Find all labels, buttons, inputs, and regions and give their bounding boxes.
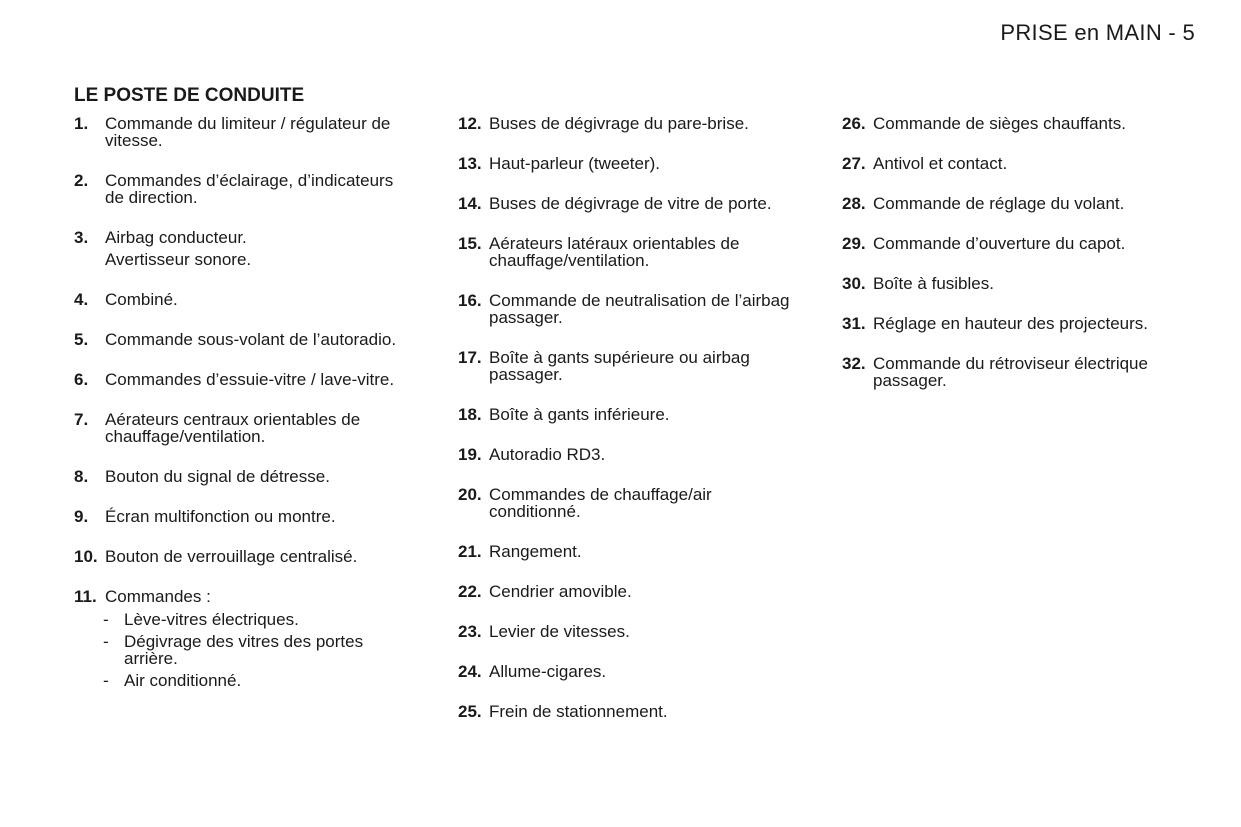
sub-list: [103, 611, 414, 689]
list-item-23: [458, 623, 798, 640]
item-text: Frein de stationnement.: [489, 702, 668, 721]
item-number: 25.: [458, 702, 482, 721]
item-text: Allume-cigares.: [489, 662, 607, 681]
page-header-title: PRISE en MAIN - 5: [1000, 20, 1195, 45]
item-text-group: [105, 588, 414, 694]
dash-bullet: -: [103, 671, 109, 690]
item-number: 7.: [74, 410, 89, 429]
item-text: Airbag conducteur.: [105, 228, 247, 247]
list-item-17: [458, 349, 798, 383]
item-number: 5.: [74, 330, 89, 349]
list-item-13: [458, 155, 798, 172]
item-text: Commande du limiteur / régulateur de vitesse.: [105, 114, 391, 150]
list-item-22: [458, 583, 798, 600]
item-text: Combiné.: [105, 290, 178, 309]
list-item-25: [458, 703, 798, 720]
list-item-6: [74, 371, 414, 388]
list-item-5: [74, 331, 414, 348]
item-number: 14.: [458, 194, 482, 213]
item-number: 13.: [458, 154, 482, 173]
item-text: Buses de dégivrage de vitre de porte.: [489, 194, 772, 213]
item-text: Haut-parleur (tweeter).: [489, 154, 661, 173]
column-3: [842, 115, 1182, 412]
item-number: 6.: [74, 370, 89, 389]
item-number: 2.: [74, 171, 89, 190]
list-item-10: [74, 548, 414, 565]
item-text: Antivol et contact.: [873, 154, 1008, 173]
item-number: 32.: [842, 354, 866, 373]
list-item-9: [74, 508, 414, 525]
sub-list-item: [103, 633, 414, 667]
list-item-18: [458, 406, 798, 423]
column-2: [458, 115, 798, 743]
item-text: Rangement.: [489, 542, 582, 561]
list-item-15: [458, 235, 798, 269]
list-item-16: [458, 292, 798, 326]
list-item-1: [74, 115, 414, 149]
item-number: 21.: [458, 542, 482, 561]
item-text: Commandes :: [105, 587, 211, 606]
item-text: Bouton de verrouillage centralisé.: [105, 547, 358, 566]
item-text: Commande de réglage du volant.: [873, 194, 1125, 213]
item-text: Aérateurs latéraux orientables de chauffage/ventilation.: [489, 234, 740, 270]
dash-bullet: -: [103, 632, 109, 651]
item-number: 27.: [842, 154, 866, 173]
item-number: 18.: [458, 405, 482, 424]
item-number: 23.: [458, 622, 482, 641]
list-item-29: [842, 235, 1182, 252]
list-item-7: [74, 411, 414, 445]
sub-item-text: Lève-vitres électriques.: [124, 610, 299, 629]
item-text: Cendrier amovible.: [489, 582, 632, 601]
item-number: 17.: [458, 348, 482, 367]
item-number: 19.: [458, 445, 482, 464]
item-text: Bouton du signal de détresse.: [105, 467, 330, 486]
column-1: [74, 115, 414, 717]
item-text: Commande d’ouverture du capot.: [873, 234, 1126, 253]
item-text: Buses de dégivrage du pare-brise.: [489, 114, 749, 133]
list-item-14: [458, 195, 798, 212]
section-title: LE POSTE DE CONDUITE: [74, 85, 305, 106]
item-text: Commande de sièges chauffants.: [873, 114, 1126, 133]
item-text: Boîte à fusibles.: [873, 274, 994, 293]
item-number: 16.: [458, 291, 482, 310]
item-text-extra: Avertisseur sonore.: [105, 250, 252, 269]
item-text: Commande du rétroviseur électrique passager.: [873, 354, 1148, 390]
list-item-31: [842, 315, 1182, 332]
item-number: 8.: [74, 467, 89, 486]
item-text: Boîte à gants inférieure.: [489, 405, 670, 424]
list-item-28: [842, 195, 1182, 212]
item-number: 4.: [74, 290, 89, 309]
item-number: 11.: [74, 587, 97, 606]
item-text: Commandes d’essuie-vitre / lave-vitre.: [105, 370, 395, 389]
item-number: 12.: [458, 114, 482, 133]
list-item-27: [842, 155, 1182, 172]
item-number: 15.: [458, 234, 482, 253]
list-item-32: [842, 355, 1182, 389]
item-number: 29.: [842, 234, 866, 253]
item-text: Commandes de chauffage/air conditionné.: [489, 485, 712, 521]
item-number: 31.: [842, 314, 866, 333]
list-item-4: [74, 291, 414, 308]
list-item-3: [74, 229, 414, 268]
list-item-21: [458, 543, 798, 560]
item-number: 3.: [74, 228, 89, 247]
item-text: Commande sous-volant de l’autoradio.: [105, 330, 397, 349]
list-item-20: [458, 486, 798, 520]
item-number: 10.: [74, 547, 98, 566]
item-number: 9.: [74, 507, 89, 526]
item-number: 1.: [74, 114, 89, 133]
list-item-24: [458, 663, 798, 680]
item-text: Réglage en hauteur des projecteurs.: [873, 314, 1149, 333]
dash-bullet: -: [103, 610, 109, 629]
sub-list-item: [103, 672, 414, 689]
list-item-30: [842, 275, 1182, 292]
item-number: 26.: [842, 114, 866, 133]
item-number: 20.: [458, 485, 482, 504]
list-item-19: [458, 446, 798, 463]
item-number: 22.: [458, 582, 482, 601]
item-text: Aérateurs centraux orientables de chauffage/ventilation.: [105, 410, 361, 446]
item-text: Boîte à gants supérieure ou airbag passager.: [489, 348, 750, 384]
item-text: Levier de vitesses.: [489, 622, 630, 641]
list-item-11: [74, 588, 414, 694]
item-text: Commandes d’éclairage, d’indicateurs de direction.: [105, 171, 394, 207]
sub-item-text: Dégivrage des vitres des portes arrière.: [124, 632, 364, 668]
sub-list-item: [103, 611, 414, 628]
item-number: 30.: [842, 274, 866, 293]
list-item-2: [74, 172, 414, 206]
item-text: Écran multifonction ou montre.: [105, 507, 336, 526]
sub-item-text: Air conditionné.: [124, 671, 242, 690]
item-number: 24.: [458, 662, 482, 681]
item-text: Autoradio RD3.: [489, 445, 606, 464]
item-text: Commande de neutralisation de l’airbag passager.: [489, 291, 790, 327]
list-item-26: [842, 115, 1182, 132]
item-text-group: [105, 229, 414, 268]
item-number: 28.: [842, 194, 866, 213]
list-item-12: [458, 115, 798, 132]
list-item-8: [74, 468, 414, 485]
